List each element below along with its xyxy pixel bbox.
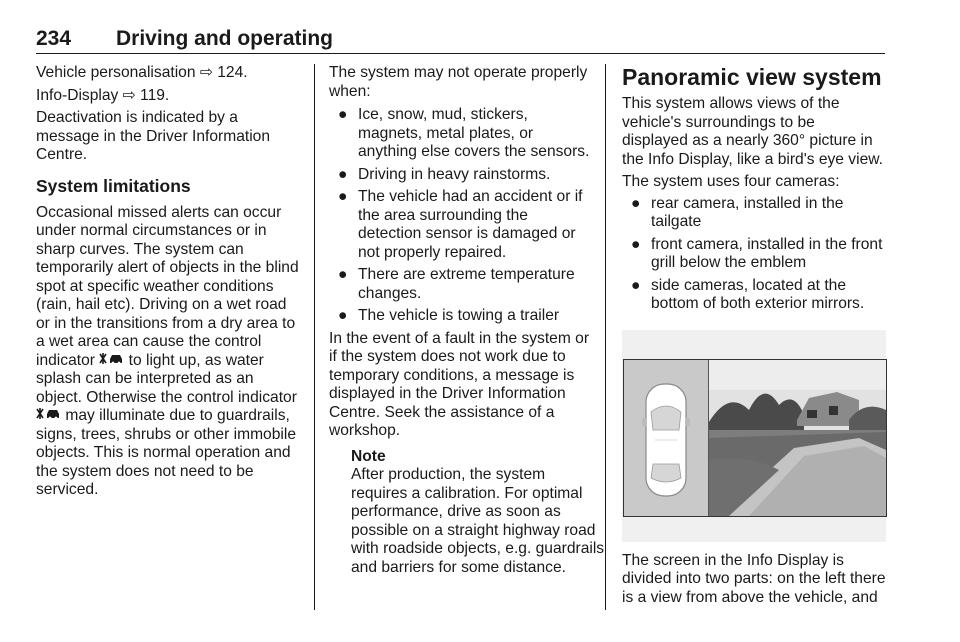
page-header <box>36 27 885 54</box>
text-line: Occasional missed alerts can occur <box>36 203 282 221</box>
text-line <box>36 407 304 426</box>
section-title: Driving and operating <box>116 27 334 50</box>
text-line: is a view from above the vehicle, and <box>622 588 878 606</box>
list-item: ● Ice, snow, mud, stickers, magnets, metal plates, or anything else covers the sensors. <box>338 106 590 160</box>
text-line: In the event of a fault in the system or <box>329 329 590 347</box>
text-line: a wet area can cause the control <box>36 333 262 350</box>
list-item: ● The vehicle had an accident or if the area surrounding the detection sensor is damaged or not properly repaired. <box>338 188 583 261</box>
text-line: divided into two parts: on the left there <box>622 570 886 587</box>
note-block: Note After production, the system requires a calibration. For optimal performance, drive as soon as possible on a straight highway road with roadside objects, e.g. guardrails and barriers for some distance. <box>351 447 605 576</box>
list-item: ● The vehicle is towing a trailer <box>338 307 560 324</box>
text-line: if the system does not work due to <box>329 348 566 365</box>
text-line: (rain, hail etc). Driving on a wet road <box>36 296 287 313</box>
page-number: 234 <box>36 27 72 50</box>
list-item: ● rear camera, installed in the tailgate <box>631 194 844 230</box>
column-3 <box>622 64 886 607</box>
column-divider-2 <box>605 64 606 610</box>
column-2 <box>329 64 605 577</box>
text-line: displayed as a nearly 360° picture in <box>622 132 873 149</box>
bullet-icon: ● <box>338 307 348 324</box>
text-line: objects. This is normal operation and <box>36 444 291 461</box>
text-line: Deactivation is indicated by a <box>36 109 238 126</box>
inline-text: may illuminate due to guardrails, <box>65 407 290 424</box>
column-divider-1 <box>314 64 315 610</box>
text-line: the Info Display, like a bird's eye view. <box>622 150 883 168</box>
text-line: The system may not operate properly <box>329 64 588 81</box>
text-line: signs, trees, shrubs or other immobile <box>36 425 296 443</box>
camera-list <box>622 193 886 314</box>
section-heading: Panoramic view system <box>622 64 882 90</box>
text-line: temporarily alert of objects in the blind <box>36 259 299 276</box>
text-line: vehicle's surroundings to be <box>622 113 815 131</box>
camera-scene-image <box>709 360 886 516</box>
text-line: Info-Display ⇨ 119. <box>36 86 170 104</box>
text-line: The system uses four cameras: <box>622 173 840 190</box>
column-1 <box>36 64 304 500</box>
text-line <box>36 352 304 371</box>
text-line: Centre. <box>36 146 88 163</box>
list-item: ● Driving in heavy rainstorms. <box>338 165 551 183</box>
info-display-screen <box>623 359 887 517</box>
text-line: spot at specific weather conditions <box>36 277 274 295</box>
list-item: ● side cameras, located at the bottom of both exterior mirrors. <box>631 276 865 312</box>
list-item: ● There are extreme temperature changes. <box>338 266 575 302</box>
text-line: temporary conditions, a message is <box>329 366 575 384</box>
text-line: sharp curves. The system can <box>36 240 244 258</box>
text-line: The screen in the Info Display is <box>622 551 844 569</box>
bullet-icon: ● <box>338 266 348 283</box>
blind-spot-indicator-icon <box>99 352 124 365</box>
limitations-list <box>329 102 593 326</box>
section-heading: System limitations <box>36 175 191 196</box>
blind-spot-indicator-icon <box>36 407 61 420</box>
text-line: when: <box>329 82 371 100</box>
top-view-pane <box>624 360 709 516</box>
text-line: message in the Driver Information <box>36 127 271 145</box>
car-top-view-icon <box>624 360 708 516</box>
inline-text: to light up, as water <box>128 351 264 369</box>
camera-view-pane <box>709 360 886 516</box>
bullet-icon: ● <box>631 194 641 212</box>
text-line: object. Otherwise the control indicator <box>36 388 297 406</box>
bullet-icon: ● <box>631 276 641 294</box>
list-item: ● front camera, installed in the front grill below the emblem <box>631 235 883 271</box>
bullet-icon: ● <box>631 235 641 253</box>
bullet-icon: ● <box>338 106 348 123</box>
bullet-icon: ● <box>338 165 348 183</box>
text-line: Vehicle personalisation ⇨ 124. <box>36 64 248 81</box>
text-line: This system allows views of the <box>622 95 840 112</box>
text-line: serviced. <box>36 481 99 498</box>
bullet-icon: ● <box>338 188 348 205</box>
text-line: Centre. Seek the assistance of a <box>329 403 555 421</box>
text-line: displayed in the Driver Information <box>329 385 566 402</box>
text-line: splash can be interpreted as an <box>36 370 254 387</box>
text-line: or in the transitions from a dry area to <box>36 314 296 332</box>
text-line: under normal circumstances or in <box>36 222 267 239</box>
note-label: Note <box>351 447 386 465</box>
panoramic-view-figure <box>622 330 886 542</box>
text-line: the system does not need to be <box>36 462 254 480</box>
inline-text: indicator <box>36 351 95 369</box>
text-line: workshop. <box>329 422 401 439</box>
